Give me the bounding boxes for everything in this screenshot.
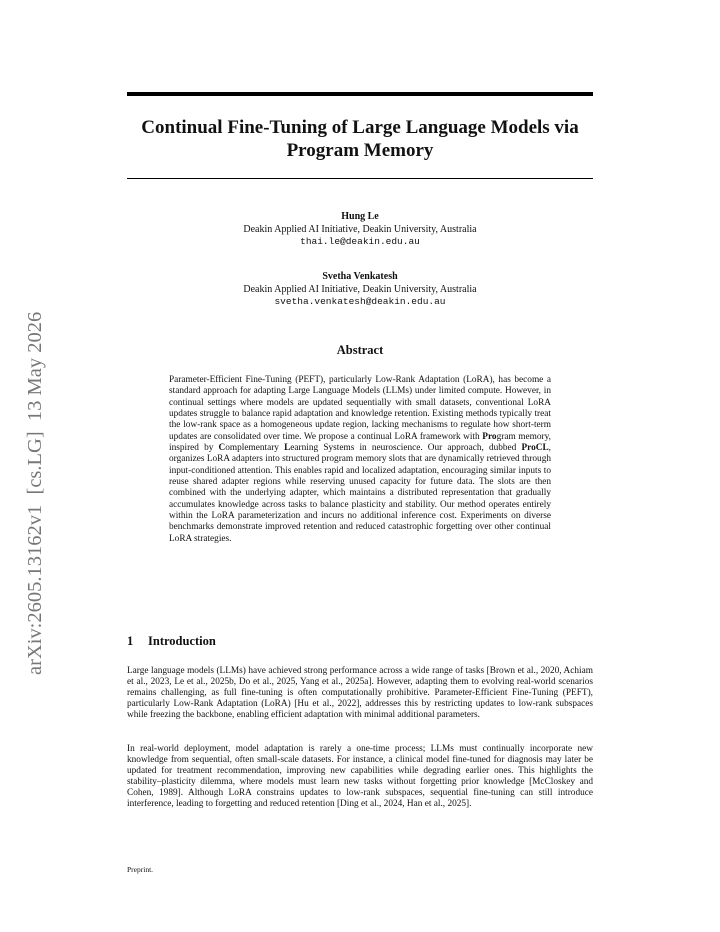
arxiv-sidebar-stamp: arXiv:2605.13162v1 [cs.LG] 13 May 2026 bbox=[24, 311, 46, 675]
section-number: 1 bbox=[127, 634, 134, 648]
abstract-body bbox=[169, 375, 551, 545]
abstract-emphasis: C bbox=[218, 443, 226, 454]
title-line-1: Continual Fine-Tuning of Large Language Models via bbox=[141, 117, 579, 138]
intro-paragraph-2: In real-world deployment, model adaptation is rarely a one-time process; LLMs must continually incorporate new knowledge from sequential, often small-scale datasets. For instance, a clinical model fine-tuned for diagnosis may later be updated for treatment recommendation, improving new capabilities while degrading earlier ones. This highlights the stability–plasticity dilemma, where models must learn new tasks without forgetting prior knowledge [McCloskey and Cohen, 1989]. Although LoRA constrains updates to low-rank subspaces, sequential fine-tuning can still introduce interference, leading to forgetting and reduced retention [Ding et al., 2024, Han et al., 2025]. bbox=[127, 744, 593, 810]
intro-paragraph-1: Large language models (LLMs) have achieved strong performance across a wide range of tasks [Brown et al., 2020, Achiam et al., 2023, Le et al., 2025b, Do et al., 2025, Yang et al., 2025a]. However, adapting them to evolving real-world scenarios remains challenging, as full fine-tuning is often computationally prohibitive. Parameter-Efficient Fine-Tuning (PEFT), particularly Low-Rank Adaptation (LoRA) [Hu et al., 2022], addresses this by restricting updates to low-rank subspaces while freezing the backbone, enabling efficient adaptation with minimal additional parameters. bbox=[127, 666, 593, 721]
author-block-2 bbox=[127, 271, 593, 309]
author-name: Hung Le bbox=[341, 211, 379, 222]
abstract-emphasis: L bbox=[284, 443, 291, 454]
title-top-rule bbox=[127, 92, 593, 96]
abstract-text: omplementary bbox=[225, 443, 285, 454]
method-name: ProCL bbox=[521, 443, 549, 454]
paper-title bbox=[127, 116, 593, 162]
abstract-emphasis: Pro bbox=[482, 431, 497, 442]
author-email[interactable]: thai.le@deakin.edu.au bbox=[300, 236, 420, 247]
abstract-heading: Abstract bbox=[336, 343, 384, 357]
author-affiliation: Deakin Applied AI Initiative, Deakin University, Australia bbox=[243, 223, 477, 235]
abstract-text: Parameter-Efficient Fine-Tuning (PEFT), particularly Low-Rank Adaptation (LoRA), has become a standard approach for adapting Large Language Models (LLMs) under limited compute. However, in continual settings where models are updated sequentially with small datasets, conventional LoRA updates struggle to balance rapid adaptation and knowledge retention. Existing methods typically treat the low-rank space as a homogeneous update region, lacking mechanisms to regulate how short-term updates are consolidated over time. We propose a continual LoRA framework with bbox=[169, 375, 551, 442]
title-line-2: Program Memory bbox=[286, 140, 434, 161]
abstract-text: gram memory, inspired by bbox=[169, 431, 551, 454]
author-affiliation: Deakin Applied AI Initiative, Deakin University, Australia bbox=[243, 283, 477, 295]
preprint-footer: Preprint. bbox=[127, 865, 154, 874]
author-block-1 bbox=[127, 211, 593, 249]
author-email[interactable]: svetha.venkatesh@deakin.edu.au bbox=[274, 296, 446, 307]
abstract-text: earning Systems in neuroscience. Our approach, dubbed bbox=[290, 443, 522, 454]
section-heading bbox=[127, 634, 216, 649]
abstract-text: , organizes LoRA adapters into structured program memory slots that are dynamically retrieved through input-conditioned attention. This enables rapid and localized adaptation, encouraging similar inputs to reuse shared adapter regions while reserving unused capacity for future data. The slots are then combined with the underlying adapter, which maintains a distributed representation that gradually accumulates knowledge across tasks to balance plasticity and stability. Our method operates entirely within the LoRA parameterization and incurs no additional inference cost. Experiments on diverse benchmarks demonstrate improved retention and reduced catastrophic forgetting over other continual LoRA strategies. bbox=[169, 443, 551, 544]
section-title: Introduction bbox=[148, 634, 216, 648]
title-bottom-rule bbox=[127, 178, 593, 179]
author-name: Svetha Venkatesh bbox=[322, 271, 398, 282]
